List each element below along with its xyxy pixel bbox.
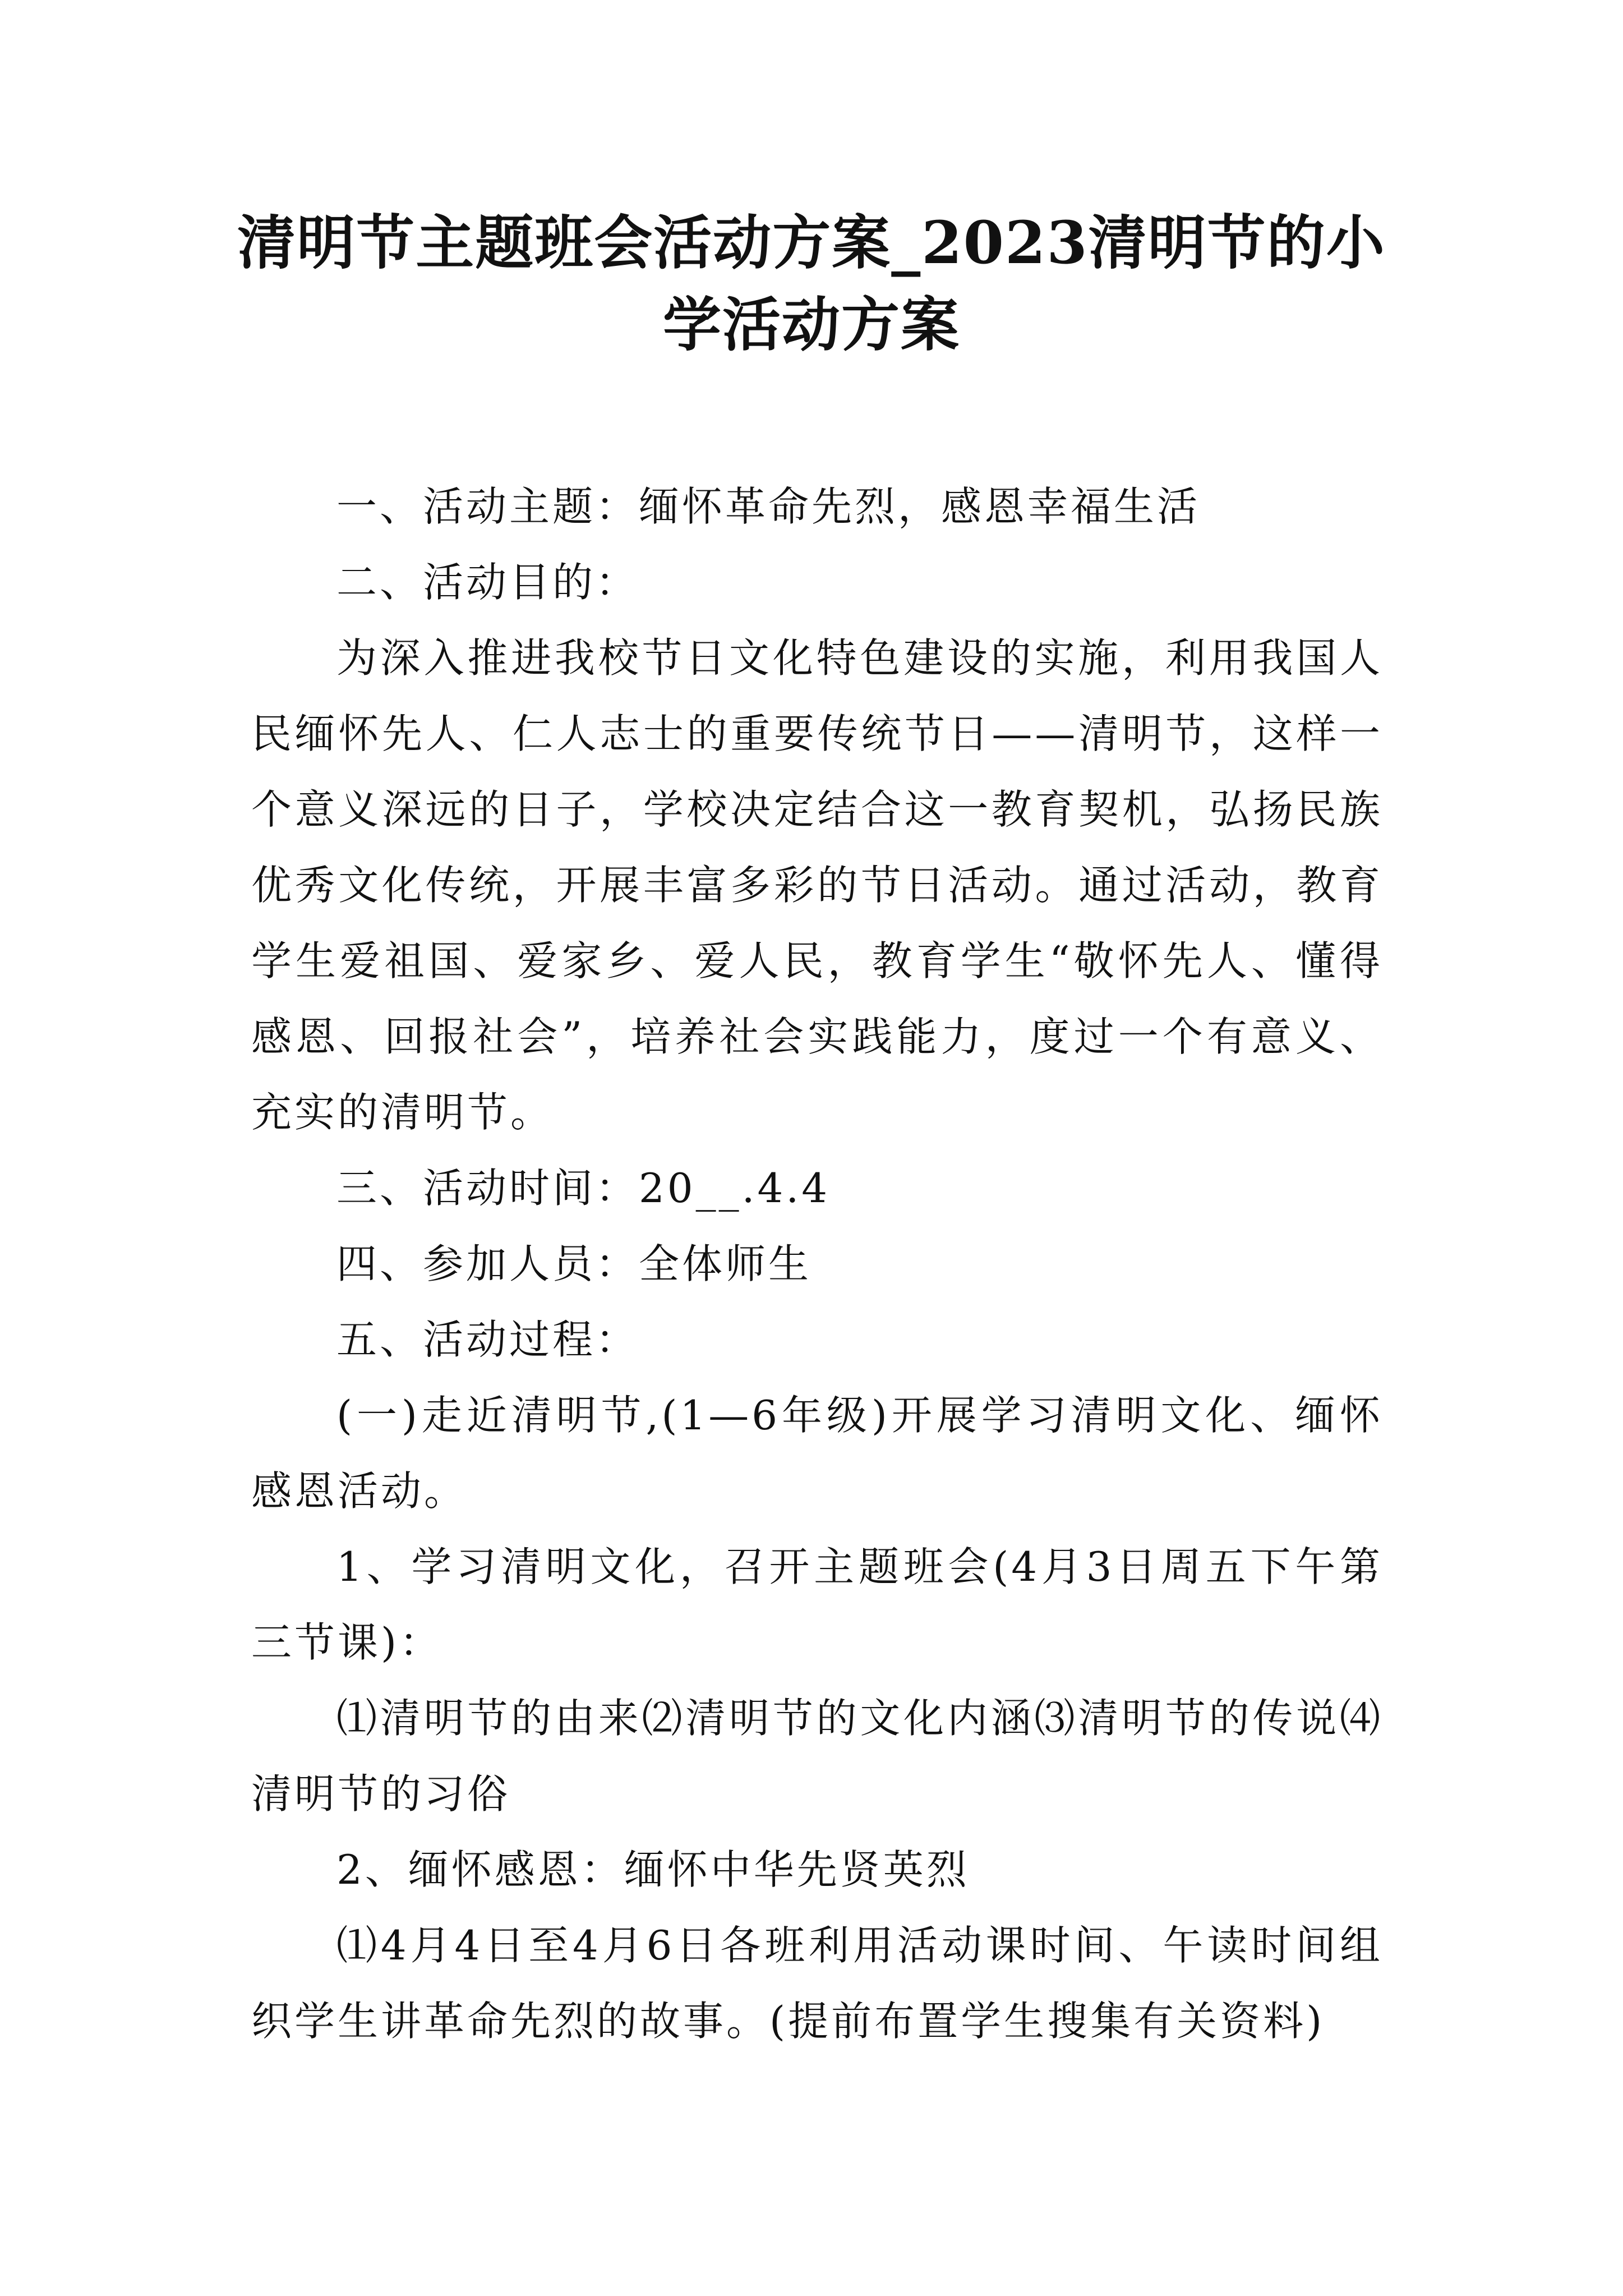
purpose-paragraph: 为深入推进我校节日文化特色建设的实施，利用我国人民缅怀先人、仁人志士的重要传统节日——清明节，这样一个意义深远的日子，学校决定结合这一教育契机，弘扬民族优秀文化传统，开展丰富多彩的节日活动。通过活动，教育学生爱祖国、爱家乡、爱人民，教育学生“敬怀先人、懂得感恩、回报社会”，培养社会实践能力，度过一个有意义、充实的清明节。: [251, 634, 1383, 1136]
process-part-1: (一)走近清明节,(1—6年级)开展学习清明文化、缅怀感恩活动。: [251, 1392, 1383, 1515]
process-item-1: 1、学习清明文化，召开主题班会(4月3日周五下午第三节课)：: [251, 1543, 1383, 1666]
section-time: 三、活动时间：20__.4.4: [336, 1165, 831, 1212]
process-item-2: 2、缅怀感恩：缅怀中华先贤英烈: [336, 1846, 970, 1893]
process-item-2-detail: ⑴4月4日至4月6日各班利用活动课时间、午读时间组织学生讲革命先烈的故事。(提前布置学生搜集有关资料): [251, 1922, 1383, 2045]
section-purpose-heading: 二、活动目的：: [336, 559, 639, 606]
section-theme: 一、活动主题：缅怀革命先烈，感恩幸福生活: [336, 483, 1201, 530]
document-body: [251, 469, 1383, 2059]
title-line-1: 清明节主题班会活动方案_2023清明节的小: [237, 208, 1386, 277]
section-participants: 四、参加人员：全体师生: [336, 1240, 812, 1287]
process-item-1-topics: ⑴清明节的由来⑵清明节的文化内涵⑶清明节的传说⑷清明节的习俗: [251, 1695, 1383, 1818]
document-title: [236, 202, 1387, 366]
title-line-2: 学活动方案: [662, 290, 960, 359]
section-process-heading: 五、活动过程：: [336, 1316, 639, 1363]
